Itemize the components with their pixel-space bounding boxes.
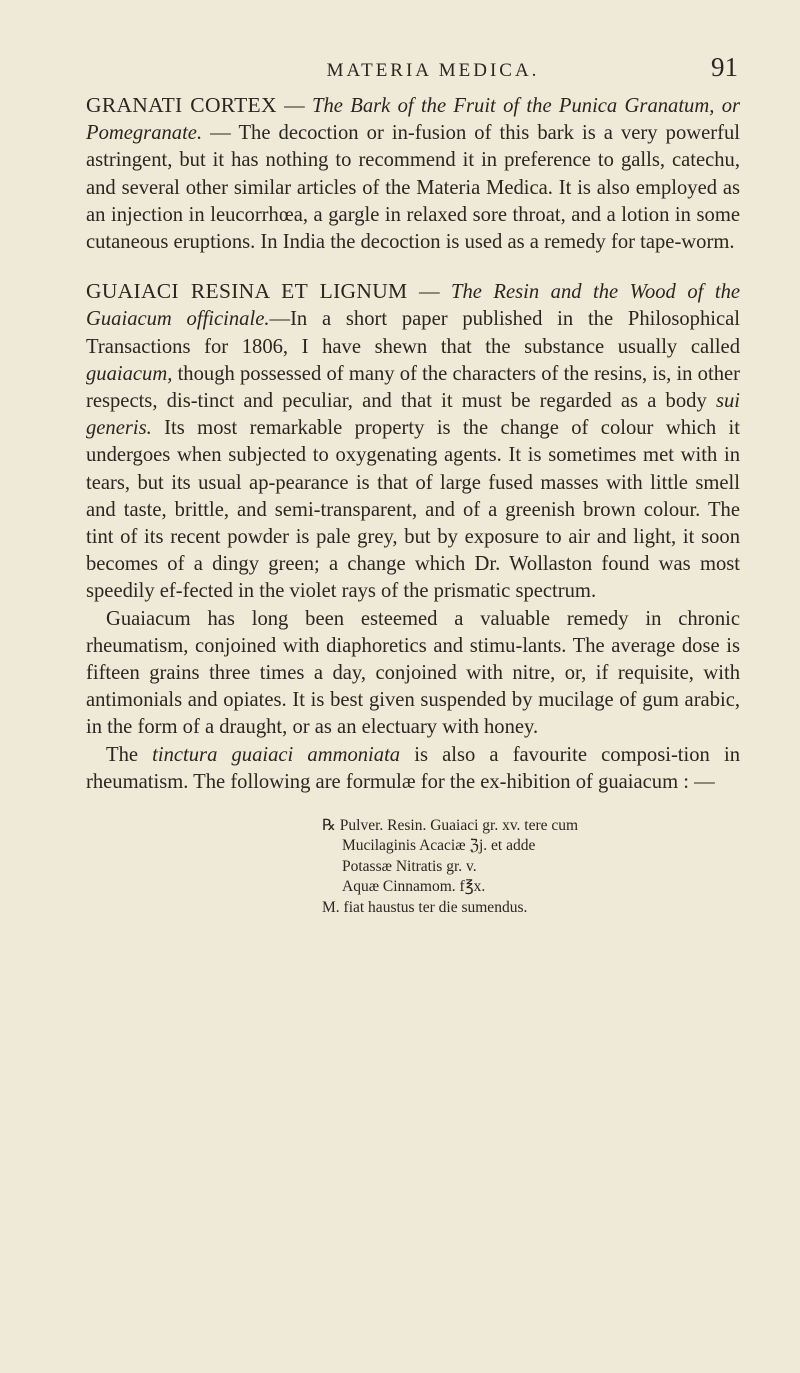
headword-dash: — xyxy=(407,281,452,304)
entry-body-text: Its most remarkable property is the change of colour which it undergoes when subjected to oxygenating agents. It is sometimes met with in tears, but its usual ap-pearance is that of large fused masses with little smell and taste, brittle, and semi-transparent, and of a greenish brown colour. The tint of its recent powder is pale grey, but by exposure to air and light, it soon becomes of a dingy green; a change which Dr. Wollaston found was most speedily ef-fected in the violet rays of the prismatic spectrum. xyxy=(86,417,740,603)
recipe-line-2: Mucilaginis Acaciæ ℨj. et adde xyxy=(342,837,536,855)
running-title: MATERIA MEDICA. xyxy=(326,60,540,81)
page-number: 91 xyxy=(711,52,738,82)
entry-guaiaci-resina xyxy=(86,278,740,796)
recipe-line-4: Aquæ Cinnamom. f℥x. xyxy=(342,878,486,896)
headword-granati: GRANATI CORTEX xyxy=(86,93,277,117)
italic-term-tinctura: tinctura guaiaci ammoniata xyxy=(152,743,401,766)
recipe-line-1: ℞ Pulver. Resin. Guaiaci gr. xv. tere cum xyxy=(322,817,579,835)
headword-guaiaci: GUAIACI RESINA ET LIGNUM xyxy=(86,279,408,304)
italic-term-guaiacum: guaiacum, xyxy=(86,362,173,385)
headword-dash: — xyxy=(276,95,313,117)
italic-term-sui-generis: sui generis. xyxy=(86,390,740,440)
paragraph-text: is also a favourite composi-tion in rheumatism. The following are formulæ for the ex-hibition of guaiacum : — xyxy=(86,743,740,793)
entry-title-guaiaci: The Resin and the Wood of the Guaiacum officinale. xyxy=(86,281,741,331)
recipe-formula xyxy=(322,816,740,918)
entry-body-text: though possessed of many of the characters of the resins, is, in other respects, dis-tinct and peculiar, and that it must be regarded as a body xyxy=(86,362,740,413)
paragraph-guaiacum-remedy: Guaiacum has long been esteemed a valuable remedy in chronic rheumatism, conjoined with diaphoretics and stimu-lants. The average dose is fifteen grains three times a day, conjoined with nitre, or, if requisite, with antimonials and opiates. It is best given suspended by mucilage of gum arabic, in the form of a draught, or as an electuary with honey. xyxy=(86,607,740,739)
recipe-line-3: Potassæ Nitratis gr. v. xyxy=(342,857,477,875)
running-head xyxy=(86,52,740,92)
entry-body-text: —In a short paper published in the Philosophical Transactions for 1806, I have shewn that the substance usually called xyxy=(86,308,740,358)
paragraph-text: The xyxy=(106,743,153,766)
entry-body-granati: — The decoction or in-fusion of this bark is a very powerful astringent, but it has nothing to recommend it in preference to galls, catechu, and several other similar articles of the Materia Medica. It is also employed as an injection in leucorrhœa, a gargle in relaxed sore throat, and a lotion in some cutaneous eruptions. In India the decoction is used as a remedy for tape-worm. xyxy=(86,122,740,254)
entry-title-granati: The Bark of the Fruit of the Punica Granatum, or Pomegranate. xyxy=(86,95,740,145)
paragraph-tinctura xyxy=(86,742,740,796)
recipe-line-5: M. fiat haustus ter die sumendus. xyxy=(322,898,528,916)
entry-granati-cortex xyxy=(86,92,740,256)
